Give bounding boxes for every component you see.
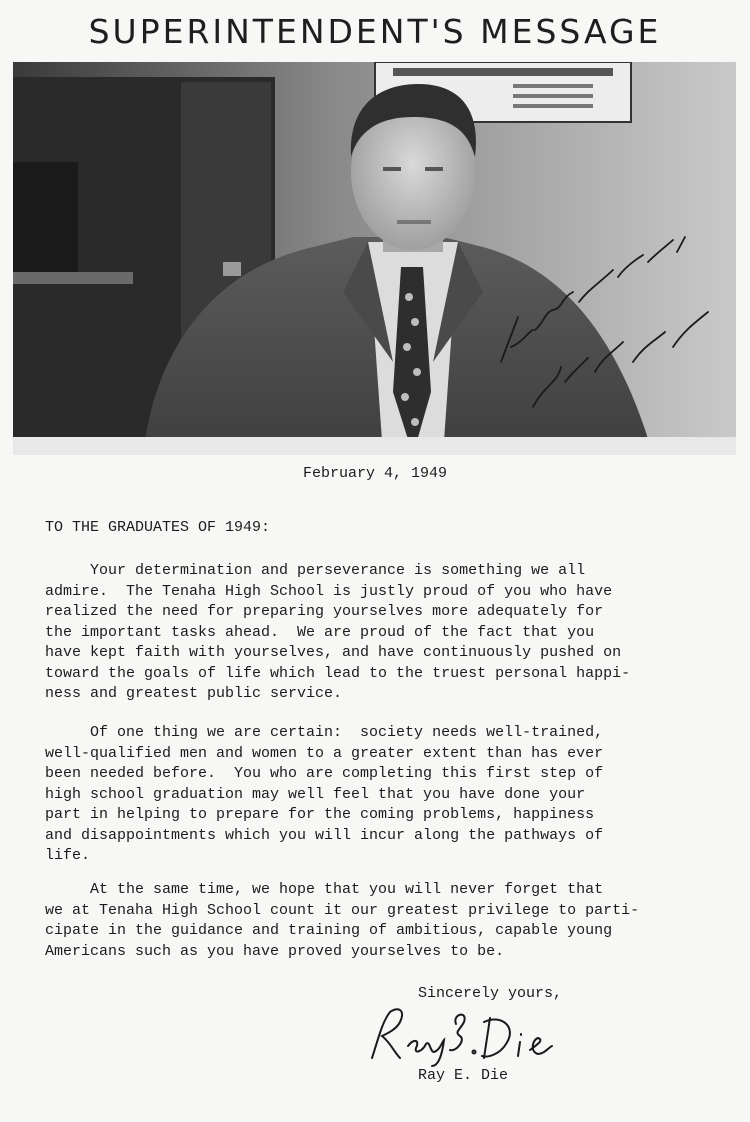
salutation: TO THE GRADUATES OF 1949: (45, 519, 271, 536)
signer-name: Ray E. Die (418, 1067, 509, 1084)
superintendent-photo (13, 62, 736, 455)
letter-date: February 4, 1949 (302, 465, 448, 482)
body-paragraph: Your determination and perseverance is something we all admire. The Tenaha High School is justly proud of you who have realized the need for preparing yourselves more adequately for the important tasks ahead. We are proud of the fact that you have kept faith with yourselves, and have continuously pushed on toward the goals of life which lead to the truest personal happi- ness and greatest public service. (45, 562, 631, 702)
body-paragraph: At the same time, we hope that you will never forget that we at Tenaha High School count it our greatest privilege to parti- cipate in the guidance and training of ambitious, capable young Americans such as you have proved yourselves to be. (45, 881, 640, 960)
body-paragraph: Of one thing we are certain: society needs well-trained, well-qualified men and women to a greater extent than has ever been needed before. You who are completing this first step of high school graduation may well feel that you have done your part in helping to prepare for the coming problems, happiness and disappointments which you will incur along the pathways of life. (45, 724, 604, 864)
closing: Sincerely yours, (418, 985, 563, 1002)
page-heading: SUPERINTENDENT'S MESSAGE (88, 12, 662, 51)
handwritten-signature (360, 1000, 560, 1075)
